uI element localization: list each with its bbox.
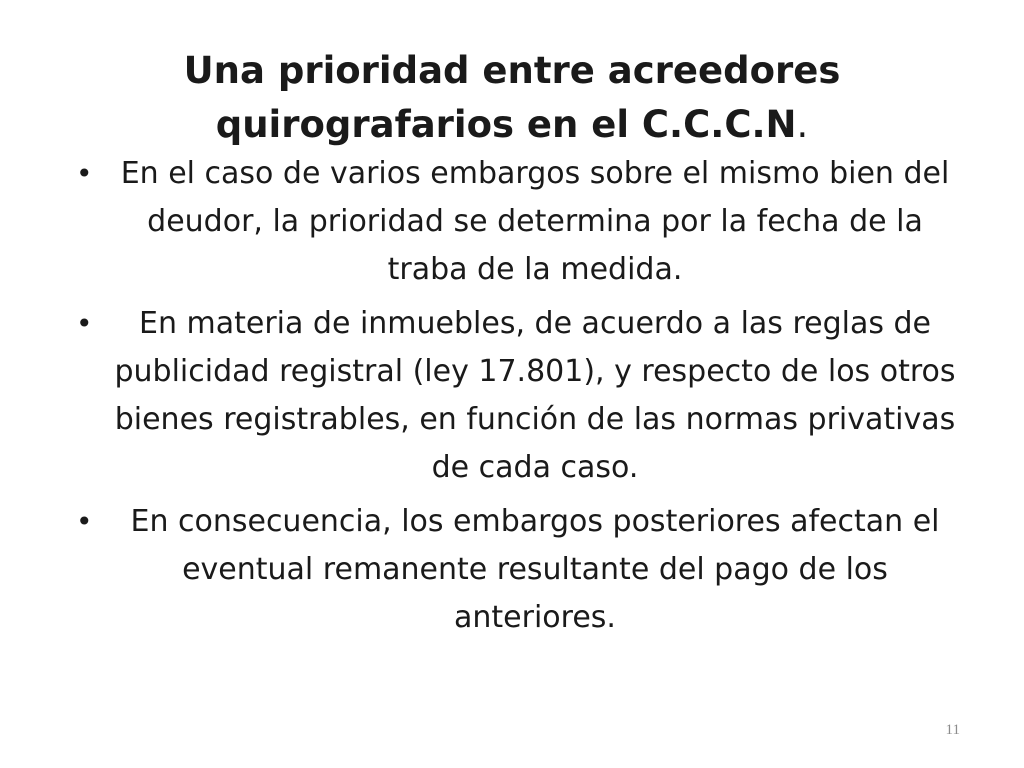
bullet-item	[72, 150, 962, 294]
bullet-text: En consecuencia, los embargos posteriores afectan el eventual remanente resultante del pago de los anteriores.	[130, 504, 940, 635]
slide-title-period: .	[796, 103, 809, 146]
bullet-item	[72, 498, 962, 642]
bullet-list	[72, 150, 962, 648]
bullet-icon: •	[76, 307, 93, 340]
slide-title-text: Una prioridad entre acreedores quirografarios en el C.C.C.N	[183, 49, 841, 146]
slide-title	[60, 44, 964, 152]
bullet-text: En materia de inmuebles, de acuerdo a las reglas de publicidad registral (ley 17.801), y respecto de los otros bienes registrables, en función de las normas privativas de cada caso.	[114, 306, 956, 485]
bullet-item	[72, 300, 962, 492]
bullet-icon: •	[76, 505, 93, 538]
bullet-text: En el caso de varios embargos sobre el mismo bien del deudor, la prioridad se determina por la fecha de la traba de la medida.	[120, 156, 950, 287]
bullet-icon: •	[76, 157, 93, 190]
page-number: 11	[945, 722, 960, 738]
